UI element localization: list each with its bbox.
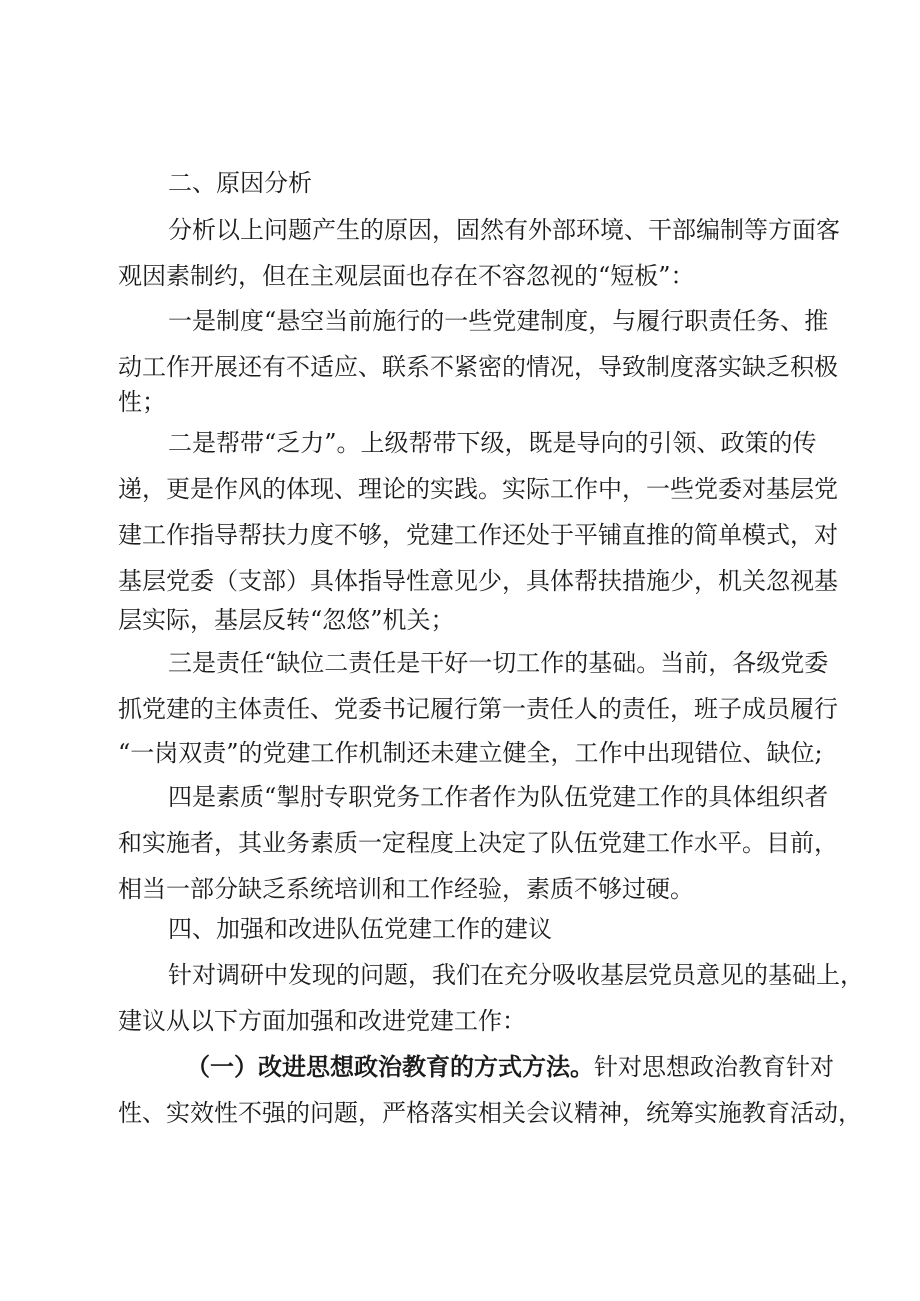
paragraph-line: 分析以上问题产生的原因，固然有外部环境、干部编制等方面客 [168, 216, 840, 244]
section-heading-suggestions: 四、加强和改进队伍党建工作的建议 [168, 915, 552, 943]
paragraph-line: 动工作开展还有不适应、联系不紧密的情况，导致制度落实缺乏积极 [118, 353, 838, 381]
paragraph-line: 二是帮带“乏力”。上级帮带下级，既是导向的引领、政策的传 [168, 429, 817, 457]
subsection-heading: （一）改进思想政治教育的方式方法。 [186, 1052, 594, 1081]
paragraph-line: 基层党委（支部）具体指导性意见少，具体帮扶措施少，机关忽视基 [118, 567, 838, 595]
paragraph-line: 三是责任“缺位二责任是干好一切工作的基础。当前，各级党委 [168, 649, 829, 677]
paragraph-line: 四是素质“掣肘专职党务工作者作为队伍党建工作的具体组织者 [168, 783, 829, 811]
section-heading-cause-analysis: 二、原因分析 [168, 169, 312, 197]
subsection-text: 针对思想政治教育针对 [594, 1053, 834, 1081]
paragraph-line: 建工作指导帮扶力度不够，党建工作还处于平铺直推的简单模式，对 [118, 521, 838, 549]
paragraph-line: 性； [118, 388, 166, 416]
subsection-line [186, 1050, 886, 1084]
paragraph-line: 和实施者，其业务素质一定程度上决定了队伍党建工作水平。目前， [118, 829, 838, 857]
paragraph-line: 相当一部分缺乏系统培训和工作经验，素质不够过硬。 [118, 875, 694, 903]
paragraph-line: 性、实效性不强的问题，严格落实相关会议精神，统筹实施教育活动， [118, 1099, 862, 1127]
paragraph-line: 针对调研中发现的问题，我们在充分吸收基层党员意见的基础上， [168, 961, 864, 989]
paragraph-line: 递，更是作风的体现、理论的实践。实际工作中，一些党委对基层党 [118, 475, 838, 503]
paragraph-line: 一是制度“悬空当前施行的一些党建制度，与履行职责任务、推 [168, 307, 829, 335]
paragraph-line: 层实际，基层反转“忽悠”机关； [118, 606, 455, 634]
paragraph-line: 观因素制约，但在主观层面也存在不容忽视的“短板”： [118, 262, 695, 290]
paragraph-line: 抓党建的主体责任、党委书记履行第一责任人的责任，班子成员履行 [118, 695, 838, 723]
paragraph-line: “一岗双责”的党建工作机制还未建立健全，工作中出现错位、缺位; [118, 739, 823, 767]
paragraph-line: 建议从以下方面加强和改进党建工作： [118, 1007, 526, 1035]
